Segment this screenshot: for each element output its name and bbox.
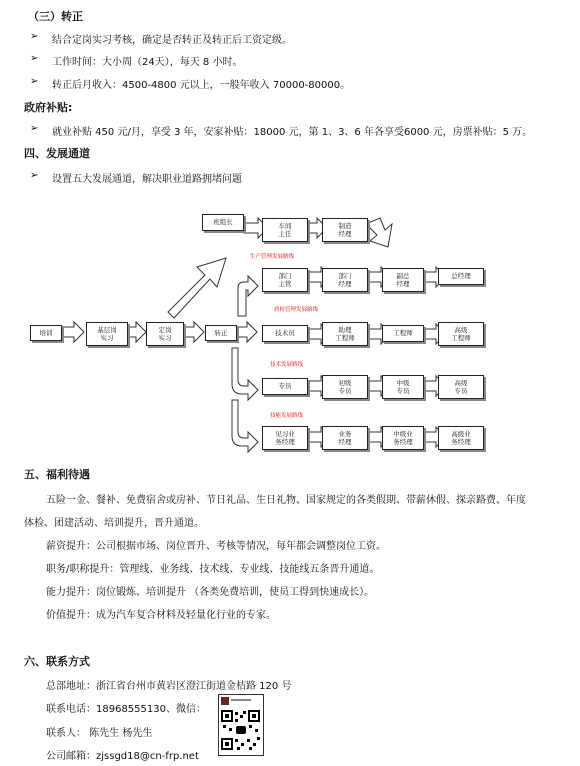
track-label-production: 生产管理发展路线	[250, 254, 295, 260]
position-junior-specialist: 初级 专员	[322, 375, 368, 399]
diagonal-arrow-icon	[168, 258, 226, 318]
section3-bullet-3: 转正后月收入：4500-4800 元以上，一般年收入 70000-80000。	[52, 80, 351, 91]
section3-heading: （三）转正	[28, 10, 83, 23]
down-arrow-icon	[366, 218, 392, 247]
section5-heading: 五、福利待遇	[24, 468, 90, 481]
step-training: 培训	[30, 325, 62, 341]
position-team-leader: 班组长	[202, 214, 244, 231]
address: 总部地址：浙江省台州市黄岩区澄江街道金桔路 120 号	[46, 681, 292, 692]
step-regular: 转正	[205, 325, 237, 341]
step-post-internship: 定岗 实习	[146, 322, 184, 346]
position-assistant-engineer: 助理 工程师	[322, 322, 368, 346]
subsidy-bullet: 就业补贴 450 元/月，享受 3 年，安家补贴：18000 元，第 1、3、6 年各享受6000 元，房票补贴：5 万。	[52, 127, 533, 138]
bullet-arrow-icon: ➢	[30, 76, 39, 87]
position-deputy-gm: 副总 经理	[382, 268, 424, 292]
contact-person: 联系人： 陈先生 杨先生	[46, 728, 153, 739]
position-mid-specialist: 中级 专员	[382, 375, 424, 399]
track-label-technical: 技术发展路线	[270, 362, 304, 368]
branch-arrow-icon	[232, 348, 258, 400]
subsidy-heading: 政府补贴:	[24, 101, 73, 114]
bullet-arrow-icon: ➢	[30, 53, 39, 64]
position-biz-manager: 业务 经理	[322, 426, 368, 450]
section3-bullet-2: 工作时间：大小周（24天），每天 8 小时。	[52, 57, 243, 68]
position-gm: 总经理	[438, 268, 484, 285]
section3-bullet-1: 结合定岗实习考核，确定是否转正及转正后工资定级。	[52, 35, 292, 46]
branch-arrow-icon	[238, 276, 258, 316]
benefits-line-2: 体检、团建活动、培训提升，晋升通道。	[24, 518, 204, 529]
track-label-qc: 质检管理发展路线	[274, 307, 319, 313]
bullet-arrow-icon: ➢	[30, 170, 39, 181]
benefits-line-1: 五险一金、餐补、免费宿舍或房补、节日礼品、生日礼物、国家规定的各类假期、带薪休假、探亲路费、年度	[46, 495, 526, 506]
position-senior-engineer: 高级 工程师	[438, 322, 484, 346]
position-manufacturing-manager: 制造 经理	[322, 218, 368, 242]
section4-bullet: 设置五大发展通道，解决职业道路拥堵问题	[52, 174, 242, 185]
position-mid-biz-manager: 中级业 务经理	[382, 426, 424, 450]
position-trainee-biz-manager: 见习业 务经理	[262, 426, 308, 450]
ability-growth: 能力提升：岗位锻炼、培训提升 （各类免费培训，使员工得到快速成长）。	[46, 587, 375, 598]
position-dept-manager: 部门 经理	[322, 268, 368, 292]
value-growth: 价值提升：成为汽车复合材料及轻量化行业的专家。	[46, 610, 276, 621]
track-label-skill: 技能发展路线	[270, 413, 304, 419]
bullet-arrow-icon: ➢	[30, 123, 39, 134]
wechat-qr-code	[218, 694, 264, 756]
branch-arrow-icon	[232, 400, 258, 452]
phone: 联系电话：18968555130、微信：	[46, 704, 206, 715]
position-senior-biz-manager: 高级业 务经理	[438, 426, 484, 450]
position-dept-supervisor: 部门 主管	[262, 268, 308, 292]
bullet-arrow-icon: ➢	[30, 31, 39, 42]
position-specialist: 专员	[262, 378, 308, 395]
step-basic-internship: 基层岗 实习	[86, 322, 128, 346]
qr-code-icon	[219, 695, 263, 755]
position-engineer: 工程师	[382, 325, 424, 342]
position-workshop-director: 车间 主任	[262, 218, 308, 242]
rank-growth: 职务/职称提升：管理线、业务线、技术线、专业线、技能线五条晋升通道。	[46, 564, 380, 575]
section4-heading: 四、发展通道	[24, 147, 90, 160]
section6-heading: 六、联系方式	[24, 655, 90, 668]
email[interactable]: 公司邮箱：zjssgd18@cn-frp.net	[46, 751, 199, 762]
position-technician: 技术员	[262, 325, 308, 342]
position-senior-specialist: 高级 专员	[438, 375, 484, 399]
salary-growth: 薪资提升：公司根据市场、岗位晋升、考核等情况，每年都会调整岗位工资。	[46, 541, 386, 552]
arrow-icon	[60, 322, 84, 342]
